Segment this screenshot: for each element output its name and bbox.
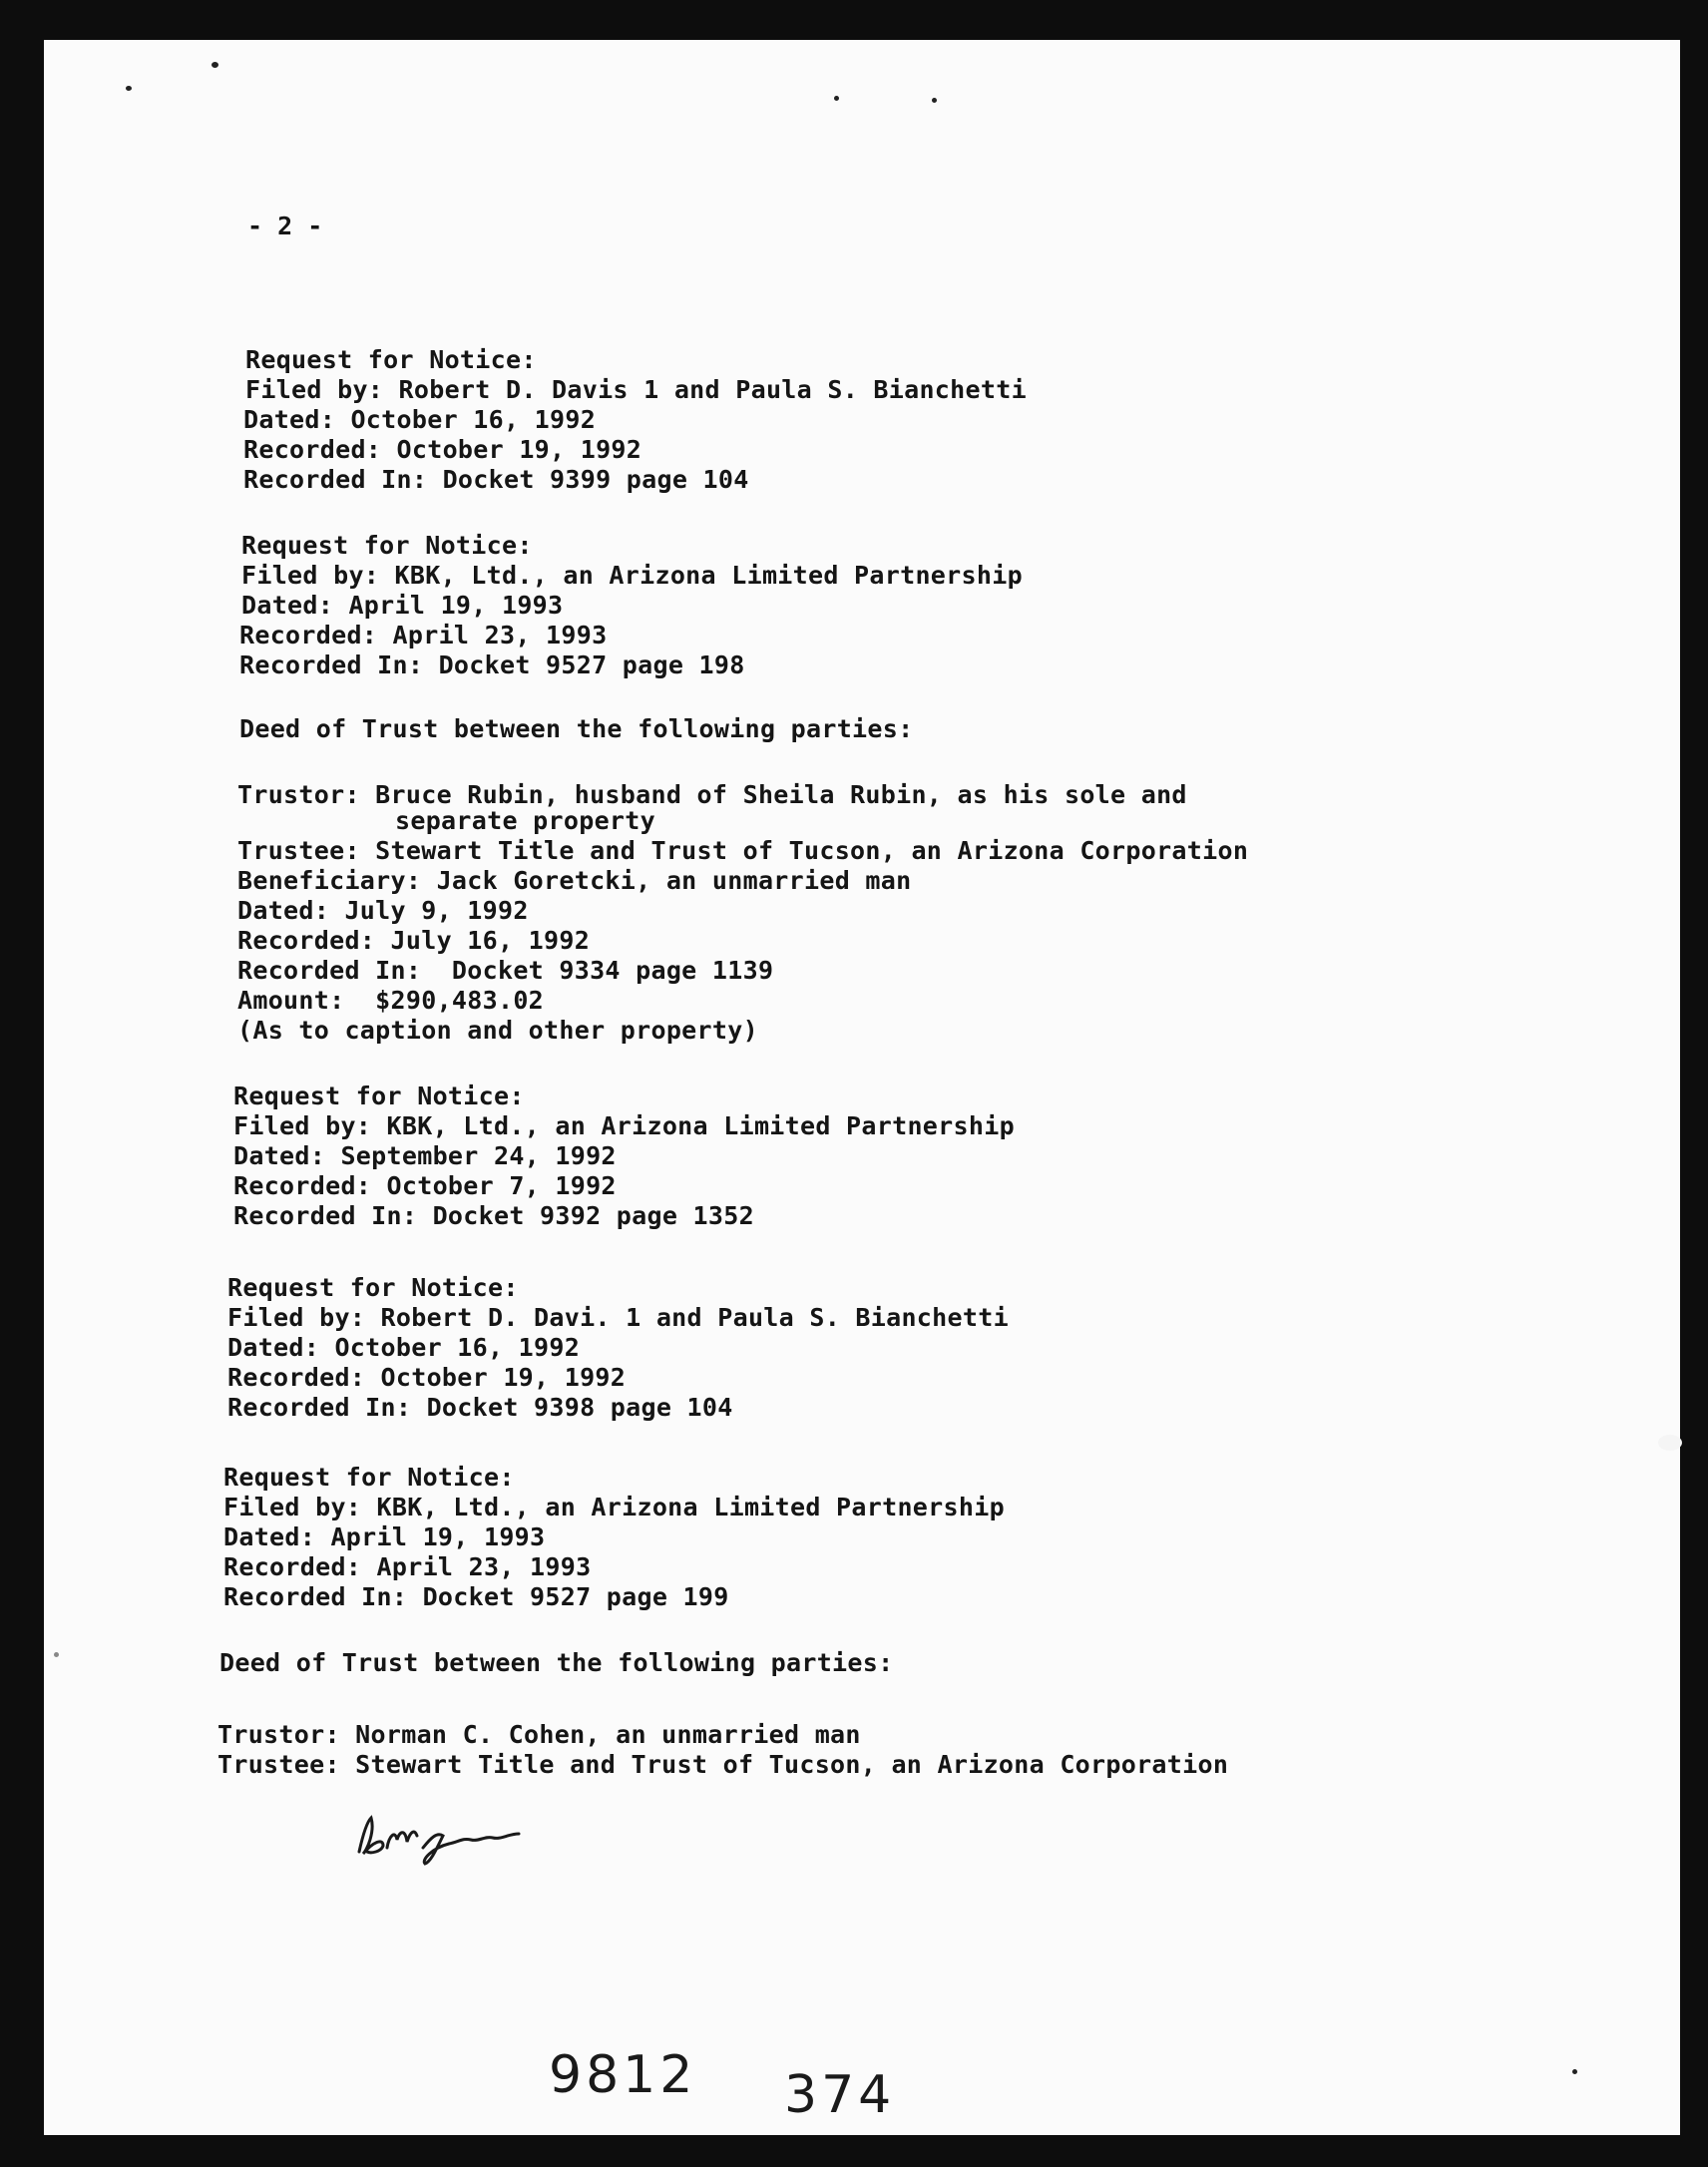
text-line: Dated: September 24, 1992 (233, 1141, 617, 1170)
text-line: Recorded: April 23, 1993 (223, 1552, 592, 1581)
text-line: Filed by: KBK, Ltd., an Arizona Limited Partnership (233, 1111, 1015, 1140)
text-line: Dated: July 9, 1992 (237, 896, 529, 925)
text-line: Recorded: April 23, 1993 (239, 621, 608, 650)
text-line: Trustor: Norman C. Cohen, an unmarried man (217, 1720, 861, 1749)
page-number: - 2 - (247, 212, 323, 240)
document-page (44, 40, 1680, 2135)
stamp-number-right: 374 (784, 2065, 896, 2125)
text-line: Trustee: Stewart Title and Trust of Tucson, an Arizona Corporation (217, 1750, 1229, 1779)
text-line: Deed of Trust between the following parties: (239, 714, 914, 743)
text-line: Recorded: October 7, 1992 (233, 1171, 617, 1200)
text-line: Recorded In: Docket 9392 page 1352 (233, 1201, 754, 1230)
scan-speck (212, 62, 218, 68)
scan-speck (1572, 2069, 1577, 2074)
text-line: Recorded: October 19, 1992 (227, 1363, 627, 1392)
scan-speck (54, 1652, 59, 1657)
scan-speck (932, 98, 937, 103)
text-line: Trustee: Stewart Title and Trust of Tucson, an Arizona Corporation (237, 836, 1249, 865)
text-line: Request for Notice: (227, 1273, 519, 1302)
text-line: Filed by: KBK, Ltd., an Arizona Limited Partnership (223, 1493, 1005, 1521)
text-line: Filed by: Robert D. Davi. 1 and Paula S. Bianchetti (227, 1303, 1009, 1332)
text-line: Recorded In: Docket 9398 page 104 (227, 1393, 733, 1422)
text-line: Request for Notice: (241, 531, 533, 560)
text-line: Amount: $290,483.02 (237, 986, 545, 1015)
text-line: Dated: April 19, 1993 (241, 591, 564, 620)
text-line: Deed of Trust between the following parties: (219, 1648, 894, 1677)
text-line: Filed by: Robert D. Davis 1 and Paula S. Bianchetti (245, 375, 1027, 404)
text-line: Recorded In: Docket 9527 page 198 (239, 650, 745, 679)
text-line: Dated: October 16, 1992 (243, 405, 597, 434)
text-line: Request for Notice: (245, 345, 537, 374)
text-line: Recorded In: Docket 9399 page 104 (243, 465, 749, 494)
text-line: separate property (395, 806, 655, 835)
scan-speck (126, 86, 132, 91)
text-line: Request for Notice: (233, 1082, 525, 1110)
text-line: Trustor: Bruce Rubin, husband of Sheila Rubin, as his sole and (237, 780, 1187, 809)
text-line: Request for Notice: (223, 1463, 515, 1492)
handwritten-signature (353, 1808, 533, 1868)
scan-speck (834, 96, 839, 101)
scan-speck (1658, 1435, 1682, 1451)
stamp-number-left: 9812 (549, 2045, 697, 2105)
text-line: Filed by: KBK, Ltd., an Arizona Limited Partnership (241, 561, 1023, 590)
text-line: Recorded In: Docket 9334 page 1139 (237, 956, 774, 985)
text-line: Dated: April 19, 1993 (223, 1522, 546, 1551)
text-line: Recorded: October 19, 1992 (243, 435, 642, 464)
text-line: Dated: October 16, 1992 (227, 1333, 581, 1362)
text-line: Recorded: July 16, 1992 (237, 926, 591, 955)
text-line: Beneficiary: Jack Goretcki, an unmarried man (237, 866, 912, 895)
text-line: Recorded In: Docket 9527 page 199 (223, 1582, 729, 1611)
text-line: (As to caption and other property) (237, 1016, 758, 1045)
